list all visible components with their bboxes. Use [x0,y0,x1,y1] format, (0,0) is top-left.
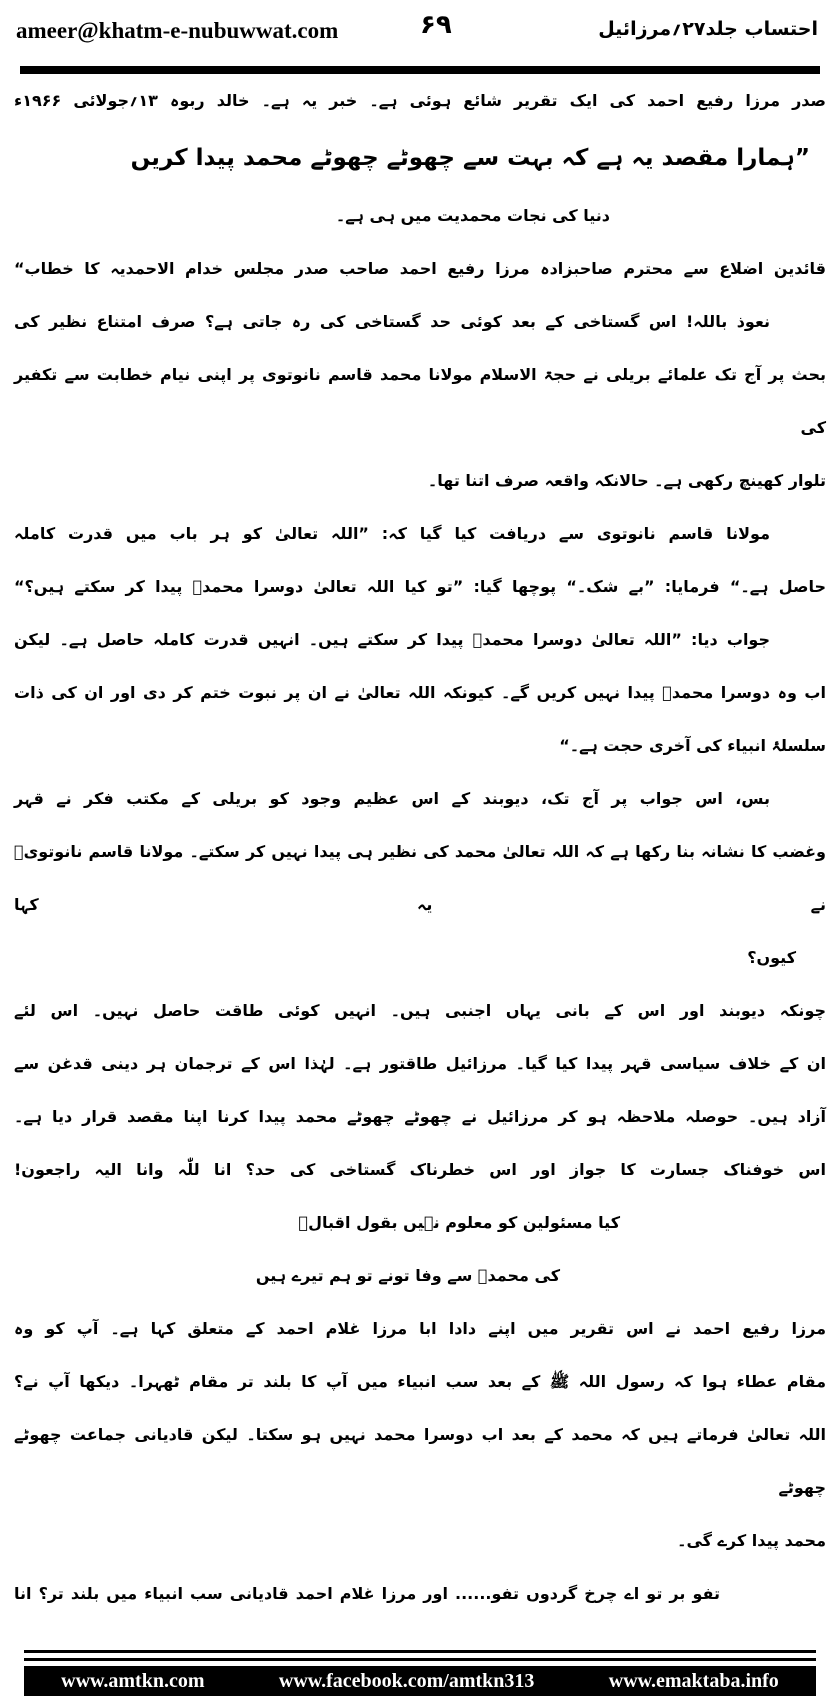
text-line: کیا مسئولین کو معلوم نہیں بقول اقبالؒ [298,1213,620,1232]
footer-divider [24,1658,816,1661]
text-line: قائدین اضلاع سے محترم صاحبزادہ مرزا رفیع احمد صاحب صدر مجلس خدام الاحمدیہ کا خطاب“ [14,259,826,278]
text-line: مقام عطاء ہوا کہ رسول اللہ ﷺ کے بعد سب انبیاء میں آپ کا بلند تر مقام ٹھہرا۔ دیکھا آپ نے؟ [14,1372,826,1391]
page-header [0,0,840,66]
text-line: اس خوفناک جسارت کا جواز اور اس خطرناک گستاخی کی حد؟ انا للّٰہ وانا الیہ راجعون! [14,1160,826,1179]
text-line: سلسلۂ انبیاء کی آخری حجت ہے۔“ [559,736,826,755]
text-line: آزاد ہیں۔ حوصلہ ملاحظہ ہو کر مرزائیل نے چھوٹے چھوٹے محمد پیدا کرنا اپنا مقصد قرار دیا ہے۔ [14,1107,826,1126]
text-line: تلوار کھینچ رکھی ہے۔ حالانکہ واقعہ صرف اتنا تھا۔ [427,471,826,490]
text-line: نعوذ باللہ! اس گستاخی کے بعد کوئی حد گستاخی کی رہ جاتی ہے؟ صرف امتناع نظیر کی [14,312,770,331]
text-line: وغضب کا نشانہ بنا رکھا ہے کہ اللہ تعالیٰ محمد کی نظیر ہی پیدا نہیں کر سکتے۔ مولانا قاسم نانوتویؒ نے یہ کہا [14,842,826,914]
text-line: بس، اس جواب پر آج تک، دیوبند کے اس عظیم وجود کو بریلی کے مکتب فکر نے قہر [14,789,770,808]
quoted-heading: ”ہمارا مقصد یہ ہے کہ بہت سے چھوٹے چھوٹے محمد پیدا کریں [130,145,810,171]
text-line: صدر مرزا رفیع احمد کی ایک تقریر شائع ہوئی ہے۔ خبر یہ ہے۔ خالد ربوہ ۱۳؍جولائی ۱۹۶۶ء [14,91,826,110]
text-line: اب وہ دوسرا محمدؐ پیدا نہیں کریں گے۔ کیونکہ اللہ تعالیٰ نے ان پر نبوت ختم کر دی اور ان کی ذات [14,683,826,702]
footer-links-bar [24,1666,816,1696]
footer-link-facebook[interactable]: www.facebook.com/amtkn313 [278,1670,535,1692]
text-line: چونکہ دیوبند اور اس کے بانی یہاں اجنبی ہیں۔ انہیں کوئی طاقت حاصل نہیں۔ اس لئے [14,1001,826,1020]
text-line: تفو بر تو اے چرخ گردوں تفو...... اور مرزا غلام احمد قادیانی سب انبیاء میں بلند تر؟ انا [14,1584,720,1603]
text-line: محمد پیدا کرے گی۔ [677,1531,826,1550]
footer-link-emaktaba[interactable]: www.emaktaba.info [608,1670,779,1692]
footer-link-amtkn[interactable]: www.amtkn.com [61,1670,205,1692]
text-line: دنیا کی نجات محمدیت میں ہی ہے۔ [335,206,610,225]
text-line: مرزا رفیع احمد نے اس تقریر میں اپنے دادا ابا مرزا غلام احمد کے متعلق کہا ہے۔ آپ کو وہ [14,1319,826,1338]
text-line: مولانا قاسم نانوتوی سے دریافت کیا گیا کہ: ”اللہ تعالیٰ کو ہر باب میں قدرت کاملہ [14,524,770,543]
page-number: ۶۹ [420,10,452,40]
header-email: ameer@khatm-e-nubuwwat.com [16,18,339,43]
text-line: جواب دیا: ”اللہ تعالیٰ دوسرا محمدؐ پیدا کر سکتے ہیں۔ انہیں قدرت کاملہ حاصل ہے۔ لیکن [14,630,770,649]
text-line: ان کے خلاف سیاسی قہر پیدا کیا گیا۔ مرزائیل طاقتور ہے۔ لہٰذا اس کے ترجمان ہر دینی قدغن سے [14,1054,826,1073]
header-divider [20,66,820,74]
book-title: احتساب جلد۲۷؍مرزائیل [598,18,818,40]
text-line: بحث پر آج تک علمائے بریلی نے حجۃ الاسلام مولانا محمد قاسم نانوتوی پر اپنی نیام خطابت سے تکفیر کی [14,365,826,437]
text-line: کیوں؟ [747,948,796,967]
text-line: اللہ تعالیٰ فرماتے ہیں کہ محمد کے بعد اب دوسرا محمد نہیں ہو سکتا۔ لیکن قادیانی جماعت چھوٹے چھوٹے [14,1425,826,1497]
text-line: حاصل ہے۔“ فرمایا: ”بے شک۔“ پوچھا گیا: ”تو کیا اللہ تعالیٰ دوسرا محمدؐ پیدا کر سکتے ہیں؟“ [14,577,826,596]
footer-divider [24,1650,816,1653]
document-body [0,74,840,1620]
poetry-verse: کی محمدؐ سے وفا تونے تو ہم تیرے ہیں [255,1266,560,1285]
